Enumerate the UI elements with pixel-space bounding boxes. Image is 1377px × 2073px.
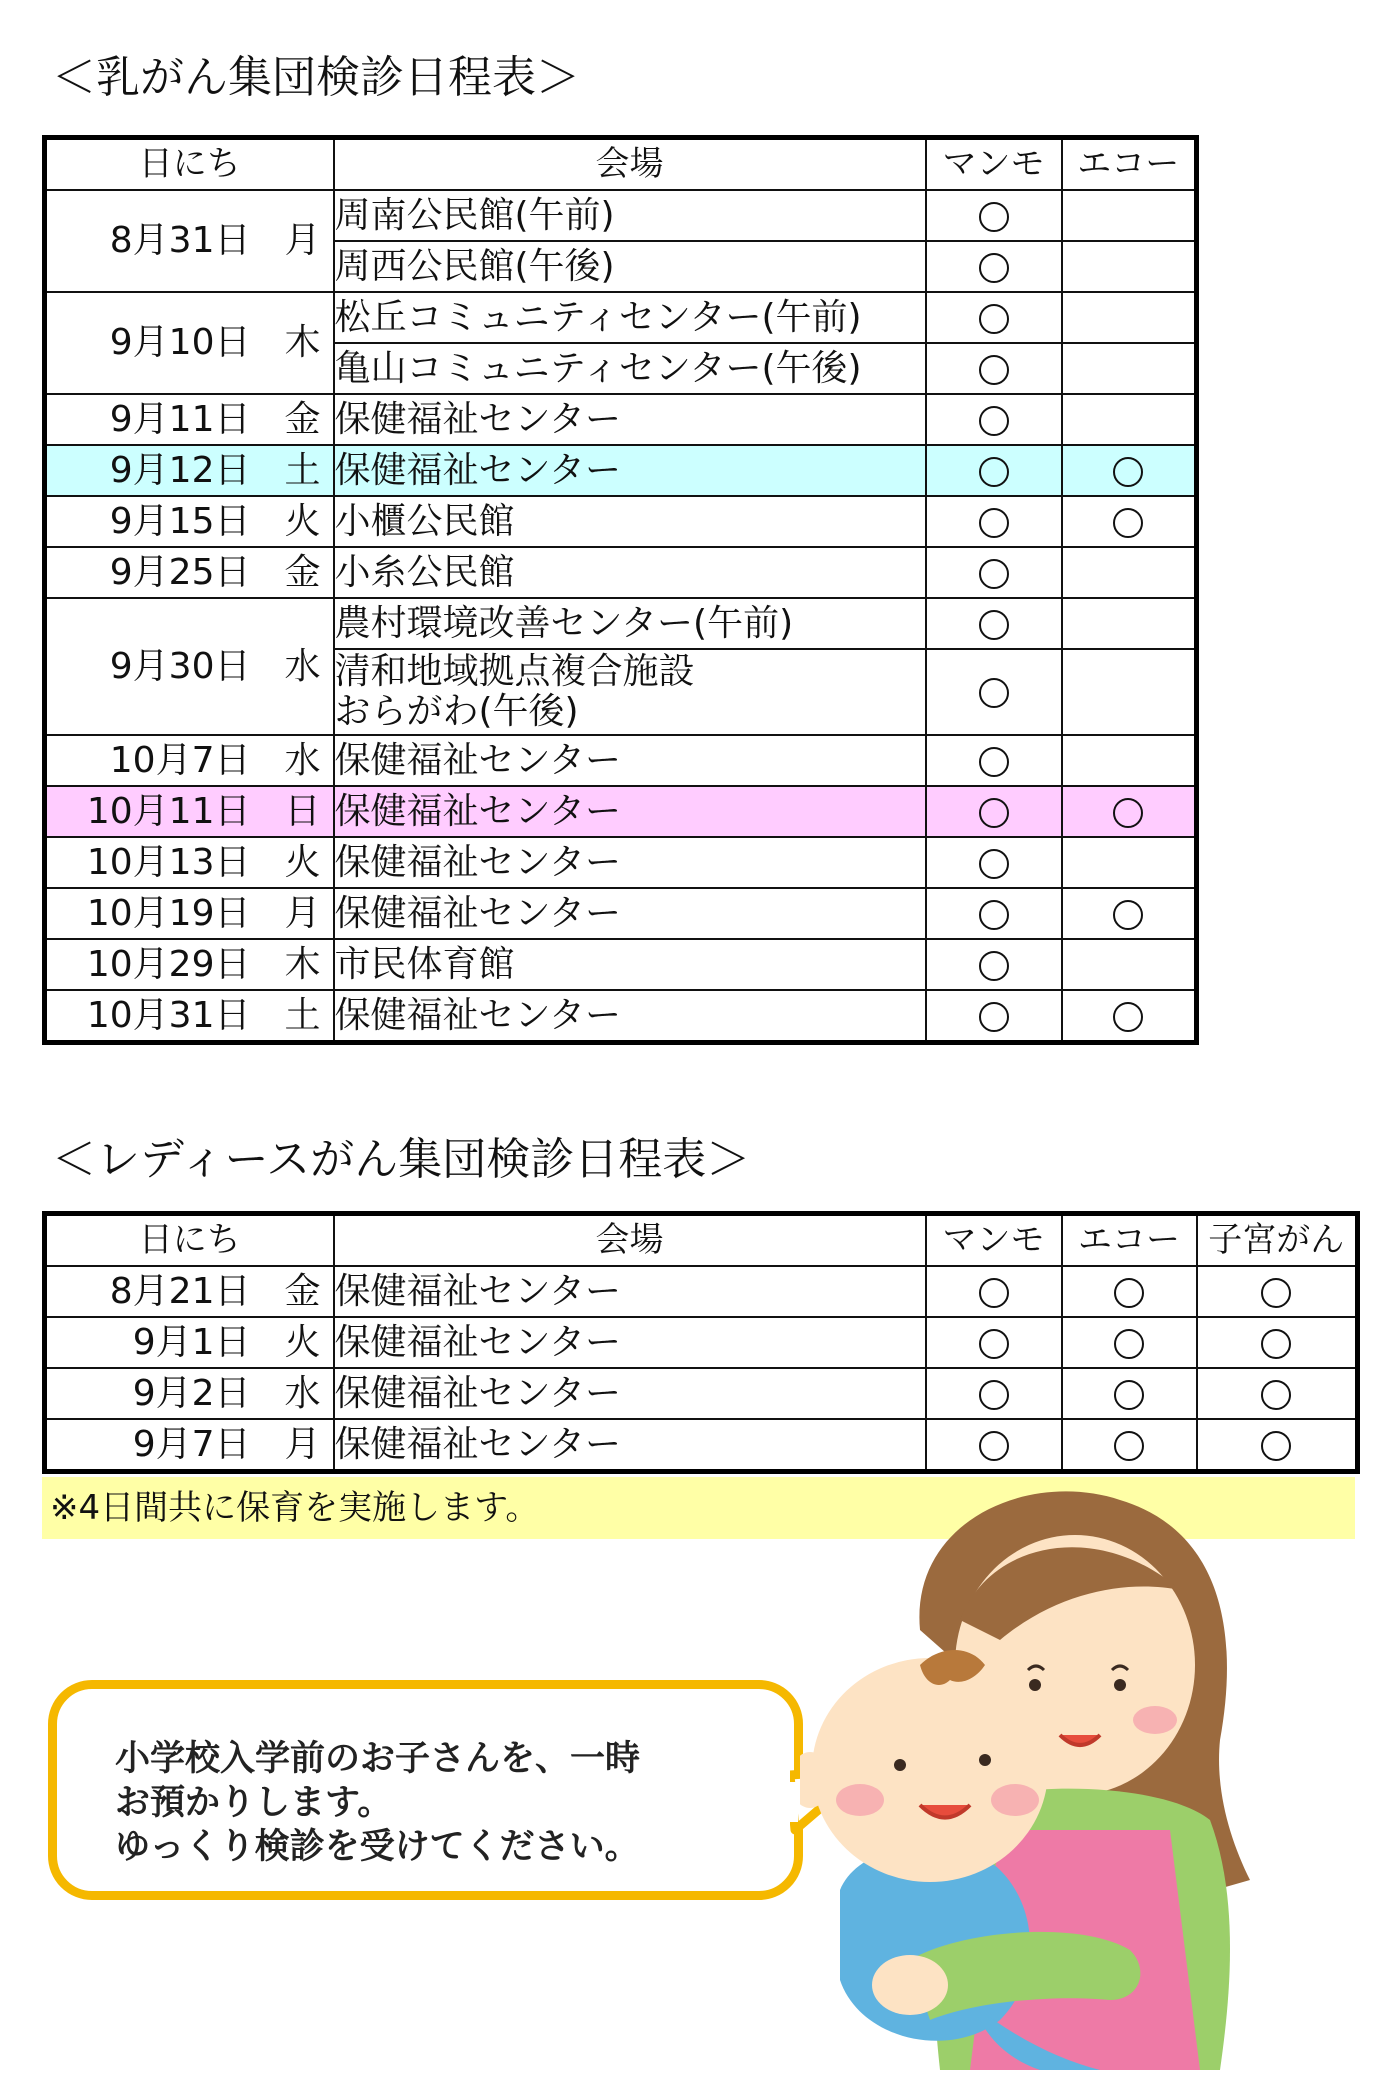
echo-cell xyxy=(1062,837,1197,888)
echo-cell xyxy=(1062,735,1197,786)
date-cell xyxy=(45,888,334,939)
date-cell xyxy=(45,292,334,394)
echo-cell xyxy=(1062,496,1197,547)
venue-cell: 保健福祉センター xyxy=(334,786,926,837)
circle-mark-icon xyxy=(979,253,1009,283)
table-row xyxy=(45,598,1197,649)
echo-cell xyxy=(1062,292,1197,343)
header-echo: エコー xyxy=(1062,1214,1197,1267)
circle-mark-icon xyxy=(1113,798,1143,828)
date-cell xyxy=(45,837,334,888)
date-cell xyxy=(45,1266,334,1317)
venue-cell: 小櫃公民館 xyxy=(334,496,926,547)
weekday-text: 金 xyxy=(284,1270,321,1312)
venue-cell: 農村環境改善センター(午前) xyxy=(334,598,926,649)
date-text: 10月11日 xyxy=(86,790,251,832)
date-cell xyxy=(45,939,334,990)
date-cell xyxy=(45,786,334,837)
date-cell xyxy=(45,1317,334,1368)
date-text: 10月29日 xyxy=(86,943,251,985)
header-date: 日にち xyxy=(45,138,334,191)
breast-schedule-table xyxy=(42,135,1199,1045)
table-row xyxy=(45,1266,1358,1317)
table-row xyxy=(45,190,1197,241)
circle-mark-icon xyxy=(1114,1329,1144,1359)
circle-mark-icon xyxy=(979,900,1009,930)
circle-mark-icon xyxy=(979,678,1009,708)
table-row xyxy=(45,786,1197,837)
circle-mark-icon xyxy=(979,304,1009,334)
echo-cell xyxy=(1062,343,1197,394)
circle-mark-icon xyxy=(979,798,1009,828)
date-cell xyxy=(45,394,334,445)
header-mammo: マンモ xyxy=(926,138,1062,191)
bubble-line: 小学校入学前のお子さんを、一時 xyxy=(115,1739,641,1779)
date-cell xyxy=(45,990,334,1043)
mammo-cell xyxy=(926,1266,1062,1317)
mother-holding-baby-icon xyxy=(800,1480,1360,2070)
mammo-cell xyxy=(926,649,1062,735)
venue-cell: 周南公民館(午前) xyxy=(334,190,926,241)
weekday-text: 水 xyxy=(284,1372,321,1414)
circle-mark-icon xyxy=(1113,1002,1143,1032)
weekday-text: 水 xyxy=(284,645,321,687)
table-row xyxy=(45,1419,1358,1472)
echo-cell xyxy=(1062,1368,1197,1419)
table-row xyxy=(45,837,1197,888)
uterine-cell xyxy=(1197,1419,1358,1472)
circle-mark-icon xyxy=(1261,1431,1291,1461)
circle-mark-icon xyxy=(979,508,1009,538)
table-row xyxy=(45,445,1197,496)
mammo-cell xyxy=(926,394,1062,445)
mammo-cell xyxy=(926,837,1062,888)
weekday-text: 日 xyxy=(284,790,321,832)
echo-cell xyxy=(1062,990,1197,1043)
mammo-cell xyxy=(926,343,1062,394)
date-text: 9月30日 xyxy=(109,645,251,687)
weekday-text: 土 xyxy=(284,449,321,491)
table-row xyxy=(45,888,1197,939)
circle-mark-icon xyxy=(979,202,1009,232)
date-text: 9月11日 xyxy=(109,398,251,440)
venue-cell: 保健福祉センター xyxy=(334,1266,926,1317)
circle-mark-icon xyxy=(1113,457,1143,487)
echo-cell xyxy=(1062,445,1197,496)
circle-mark-icon xyxy=(1114,1431,1144,1461)
weekday-text: 月 xyxy=(284,220,321,262)
date-text: 8月31日 xyxy=(109,220,251,262)
echo-cell xyxy=(1062,1317,1197,1368)
circle-mark-icon xyxy=(979,1278,1009,1308)
circle-mark-icon xyxy=(979,406,1009,436)
weekday-text: 水 xyxy=(284,739,321,781)
circle-mark-icon xyxy=(979,849,1009,879)
venue-cell: 小糸公民館 xyxy=(334,547,926,598)
mammo-cell xyxy=(926,241,1062,292)
circle-mark-icon xyxy=(979,610,1009,640)
date-cell xyxy=(45,547,334,598)
echo-cell xyxy=(1062,598,1197,649)
mammo-cell xyxy=(926,547,1062,598)
echo-cell xyxy=(1062,1266,1197,1317)
table-header-row xyxy=(45,1214,1358,1267)
header-venue: 会場 xyxy=(334,138,926,191)
weekday-text: 火 xyxy=(284,841,321,883)
header-echo: エコー xyxy=(1062,138,1197,191)
mammo-cell xyxy=(926,598,1062,649)
venue-cell: 保健福祉センター xyxy=(334,837,926,888)
weekday-text: 木 xyxy=(284,943,321,985)
circle-mark-icon xyxy=(1261,1278,1291,1308)
date-cell xyxy=(45,190,334,292)
venue-cell: 保健福祉センター xyxy=(334,445,926,496)
circle-mark-icon xyxy=(979,951,1009,981)
mammo-cell xyxy=(926,939,1062,990)
circle-mark-icon xyxy=(979,1002,1009,1032)
weekday-text: 火 xyxy=(284,500,321,542)
date-text: 9月10日 xyxy=(109,322,251,364)
weekday-text: 金 xyxy=(284,551,321,593)
venue-line: おらがわ(午後) xyxy=(334,691,579,732)
header-uterine: 子宮がん xyxy=(1197,1214,1358,1267)
mammo-cell xyxy=(926,496,1062,547)
date-text: 10月31日 xyxy=(86,994,251,1036)
circle-mark-icon xyxy=(1114,1278,1144,1308)
breast-schedule-title: ＜乳がん集団検診日程表＞ xyxy=(52,52,580,103)
mammo-cell xyxy=(926,990,1062,1043)
table-row xyxy=(45,496,1197,547)
table-row xyxy=(45,292,1197,343)
echo-cell xyxy=(1062,547,1197,598)
venue-cell: 保健福祉センター xyxy=(334,735,926,786)
uterine-cell xyxy=(1197,1317,1358,1368)
ladies-schedule-title: ＜レディースがん集団検診日程表＞ xyxy=(52,1134,751,1185)
date-text: 9月12日 xyxy=(109,449,251,491)
table-row xyxy=(45,939,1197,990)
table-row xyxy=(45,394,1197,445)
date-text: 10月19日 xyxy=(86,892,251,934)
date-text: 9月1日 xyxy=(132,1321,251,1363)
circle-mark-icon xyxy=(979,1380,1009,1410)
circle-mark-icon xyxy=(1113,508,1143,538)
mammo-cell xyxy=(926,1317,1062,1368)
circle-mark-icon xyxy=(1114,1380,1144,1410)
ladies-schedule-table xyxy=(42,1211,1360,1474)
venue-cell: 亀山コミュニティセンター(午後) xyxy=(334,343,926,394)
echo-cell xyxy=(1062,786,1197,837)
date-cell xyxy=(45,1419,334,1472)
echo-cell xyxy=(1062,939,1197,990)
mammo-cell xyxy=(926,445,1062,496)
circle-mark-icon xyxy=(1113,900,1143,930)
echo-cell xyxy=(1062,241,1197,292)
weekday-text: 月 xyxy=(284,892,321,934)
date-text: 9月2日 xyxy=(132,1372,251,1414)
childcare-note: ※4日間共に保育を実施します。 xyxy=(42,1477,1355,1539)
circle-mark-icon xyxy=(979,355,1009,385)
header-mammo: マンモ xyxy=(926,1214,1062,1267)
echo-cell xyxy=(1062,190,1197,241)
circle-mark-icon xyxy=(979,1329,1009,1359)
mammo-cell xyxy=(926,888,1062,939)
date-text: 10月13日 xyxy=(86,841,251,883)
date-cell xyxy=(45,735,334,786)
table-row xyxy=(45,1317,1358,1368)
echo-cell xyxy=(1062,1419,1197,1472)
circle-mark-icon xyxy=(1261,1329,1291,1359)
date-text: 9月25日 xyxy=(109,551,251,593)
venue-cell: 周西公民館(午後) xyxy=(334,241,926,292)
date-cell xyxy=(45,445,334,496)
date-cell xyxy=(45,598,334,735)
date-cell xyxy=(45,1368,334,1419)
mammo-cell xyxy=(926,786,1062,837)
mammo-cell xyxy=(926,190,1062,241)
table-row xyxy=(45,1368,1358,1419)
header-venue: 会場 xyxy=(334,1214,926,1267)
speech-bubble xyxy=(48,1680,803,1900)
venue-cell: 保健福祉センター xyxy=(334,1317,926,1368)
venue-line: 清和地域拠点複合施設 xyxy=(334,651,695,693)
date-text: 10月7日 xyxy=(109,739,251,781)
venue-cell: 市民体育館 xyxy=(334,939,926,990)
circle-mark-icon xyxy=(979,1431,1009,1461)
weekday-text: 火 xyxy=(284,1321,321,1363)
venue-cell: 保健福祉センター xyxy=(334,888,926,939)
echo-cell xyxy=(1062,394,1197,445)
uterine-cell xyxy=(1197,1266,1358,1317)
venue-cell: 保健福祉センター xyxy=(334,1368,926,1419)
date-text: 9月7日 xyxy=(132,1423,251,1465)
bubble-line: ゆっくり検診を受けてください。 xyxy=(115,1827,640,1867)
echo-cell xyxy=(1062,888,1197,939)
bubble-line: お預かりします。 xyxy=(115,1783,393,1823)
uterine-cell xyxy=(1197,1368,1358,1419)
mammo-cell xyxy=(926,1368,1062,1419)
date-cell xyxy=(45,496,334,547)
venue-cell: 松丘コミュニティセンター(午前) xyxy=(334,292,926,343)
venue-cell: 保健福祉センター xyxy=(334,1419,926,1472)
mammo-cell xyxy=(926,735,1062,786)
circle-mark-icon xyxy=(979,559,1009,589)
mammo-cell xyxy=(926,292,1062,343)
venue-cell: 保健福祉センター xyxy=(334,990,926,1043)
weekday-text: 月 xyxy=(284,1423,321,1465)
mammo-cell xyxy=(926,1419,1062,1472)
weekday-text: 木 xyxy=(284,322,321,364)
circle-mark-icon xyxy=(979,457,1009,487)
table-row xyxy=(45,547,1197,598)
venue-cell xyxy=(334,649,926,735)
table-row xyxy=(45,990,1197,1043)
circle-mark-icon xyxy=(979,747,1009,777)
date-text: 8月21日 xyxy=(109,1270,251,1312)
table-header-row xyxy=(45,138,1197,191)
date-text: 9月15日 xyxy=(109,500,251,542)
weekday-text: 土 xyxy=(284,994,321,1036)
circle-mark-icon xyxy=(1261,1380,1291,1410)
venue-cell: 保健福祉センター xyxy=(334,394,926,445)
header-date: 日にち xyxy=(45,1214,334,1267)
table-row xyxy=(45,735,1197,786)
weekday-text: 金 xyxy=(284,398,321,440)
echo-cell xyxy=(1062,649,1197,735)
